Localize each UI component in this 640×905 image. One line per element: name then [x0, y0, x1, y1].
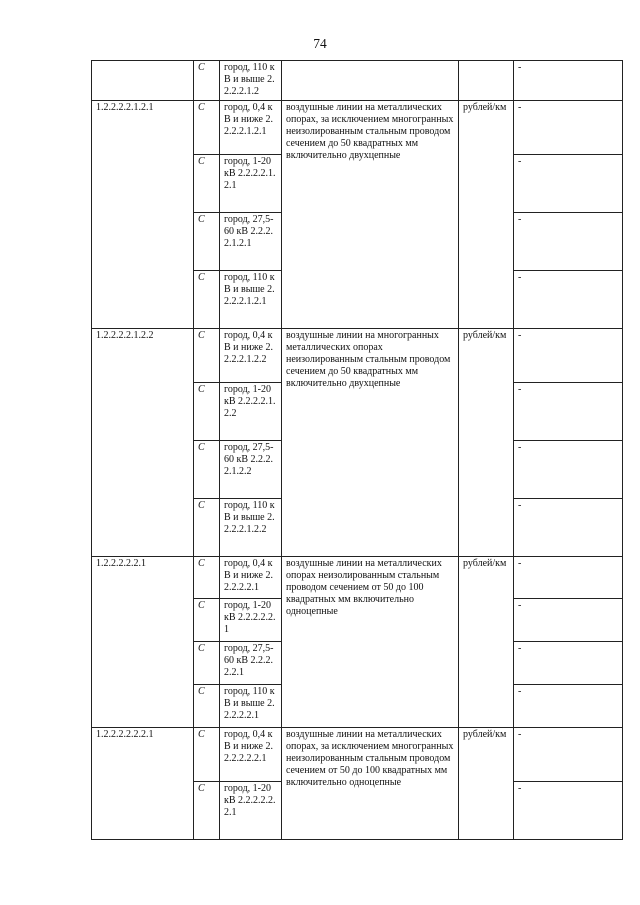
condition-text: город, 27,5-60 кВ 2.2.2.2.1.2.2	[224, 441, 274, 478]
row-value: -	[514, 328, 623, 382]
row-letter: С	[194, 212, 220, 270]
condition-text: город, 110 кВ и выше 2.2.2.2.1.2.2	[224, 499, 275, 536]
row-unit: рублей/км	[459, 556, 514, 727]
row-letter: С	[194, 100, 220, 154]
row-letter: С	[194, 684, 220, 727]
row-letter: С	[194, 270, 220, 328]
row-description: воздушные линии на металлических опорах неизолированным стальным проводом сечением от 50 до 100 квадратных мм включительно одноцепные	[282, 556, 459, 727]
row-condition	[220, 727, 282, 781]
row-value: -	[514, 727, 623, 781]
condition-text: город, 1-20 кВ 2.2.2.2.1.2.2	[224, 383, 276, 420]
row-letter: С	[194, 598, 220, 641]
row-letter: С	[194, 440, 220, 498]
condition-text: город, 0,4 кВ и ниже 2.2.2.2.1.2.1	[224, 101, 273, 138]
page-number: 74	[313, 36, 327, 51]
row-letter: С	[194, 498, 220, 556]
row-value: -	[514, 641, 623, 684]
row-code: 1.2.2.2.2.1.2.2	[92, 328, 194, 556]
row-value: -	[514, 684, 623, 727]
row-letter: С	[194, 781, 220, 839]
row-value: -	[514, 598, 623, 641]
row-condition	[220, 781, 282, 839]
row-description: воздушные линии на многогранных металлических опорах неизолированным стальным проводом сечением до 50 квадратных мм включительно двухцепные	[282, 328, 459, 556]
row-value: -	[514, 382, 623, 440]
row-condition	[220, 270, 282, 328]
row-condition	[220, 100, 282, 154]
condition-text: город, 27,5-60 кВ 2.2.2.2.2.1	[224, 642, 274, 679]
row-value: -	[514, 498, 623, 556]
row-letter: С	[194, 727, 220, 781]
row-value: -	[514, 440, 623, 498]
row-value: -	[514, 61, 623, 101]
row-value: -	[514, 100, 623, 154]
row-condition	[220, 382, 282, 440]
table-row	[92, 727, 623, 781]
row-condition	[220, 684, 282, 727]
row-condition	[220, 440, 282, 498]
row-description	[282, 61, 459, 101]
row-value: -	[514, 270, 623, 328]
row-condition	[220, 212, 282, 270]
row-condition	[220, 598, 282, 641]
row-value: -	[514, 781, 623, 839]
row-condition	[220, 641, 282, 684]
condition-text: город, 0,4 кВ и ниже 2.2.2.2.2.1	[224, 557, 273, 594]
row-code: 1.2.2.2.2.2.1	[92, 556, 194, 727]
table-row	[92, 556, 623, 598]
row-condition	[220, 556, 282, 598]
condition-text: город, 0,4 кВ и ниже 2.2.2.2.2.2.1	[224, 728, 273, 765]
row-letter: С	[194, 382, 220, 440]
table-row	[92, 328, 623, 382]
condition-text: город, 110 кВ и выше 2.2.2.2.1.2.1	[224, 271, 275, 308]
row-letter: С	[194, 556, 220, 598]
row-code: 1.2.2.2.2.2.2.1	[92, 727, 194, 839]
row-condition	[220, 154, 282, 212]
row-unit: рублей/км	[459, 100, 514, 328]
row-unit: рублей/км	[459, 727, 514, 839]
condition-text: город, 110 кВ и выше 2.2.2.2.2.1	[224, 685, 275, 722]
row-code: 1.2.2.2.2.1.2.1	[92, 100, 194, 328]
row-letter: С	[194, 154, 220, 212]
table-row	[92, 100, 623, 154]
row-value: -	[514, 154, 623, 212]
table-row	[92, 61, 623, 101]
row-unit: рублей/км	[459, 328, 514, 556]
row-code	[92, 61, 194, 101]
condition-text: город, 1-20 кВ 2.2.2.2.2.1	[224, 599, 276, 636]
row-condition	[220, 328, 282, 382]
row-value: -	[514, 212, 623, 270]
condition-text: город, 1-20 кВ 2.2.2.2.1.2.1	[224, 155, 276, 192]
condition-text: город, 110 кВ и выше 2.2.2.2.1.2	[224, 62, 275, 98]
row-letter: С	[194, 328, 220, 382]
row-condition	[220, 498, 282, 556]
condition-text: город, 1-20 кВ 2.2.2.2.2.2.1	[224, 782, 276, 819]
condition-text: город, 0,4 кВ и ниже 2.2.2.2.1.2.2	[224, 329, 273, 366]
row-value: -	[514, 556, 623, 598]
row-letter: С	[194, 61, 220, 101]
tariff-table	[91, 60, 623, 840]
row-description: воздушные линии на металлических опорах, за исключением многогранных неизолированным стальным проводом сечением от 50 до 100 квадратных мм включительно одноцепные	[282, 727, 459, 839]
condition-text: город, 27,5-60 кВ 2.2.2.2.1.2.1	[224, 213, 274, 250]
row-unit	[459, 61, 514, 101]
row-condition	[220, 61, 282, 101]
row-letter: С	[194, 641, 220, 684]
row-description: воздушные линии на металлических опорах, за исключением многогранных неизолированным стальным проводом сечением до 50 квадратных мм включительно двухцепные	[282, 100, 459, 328]
